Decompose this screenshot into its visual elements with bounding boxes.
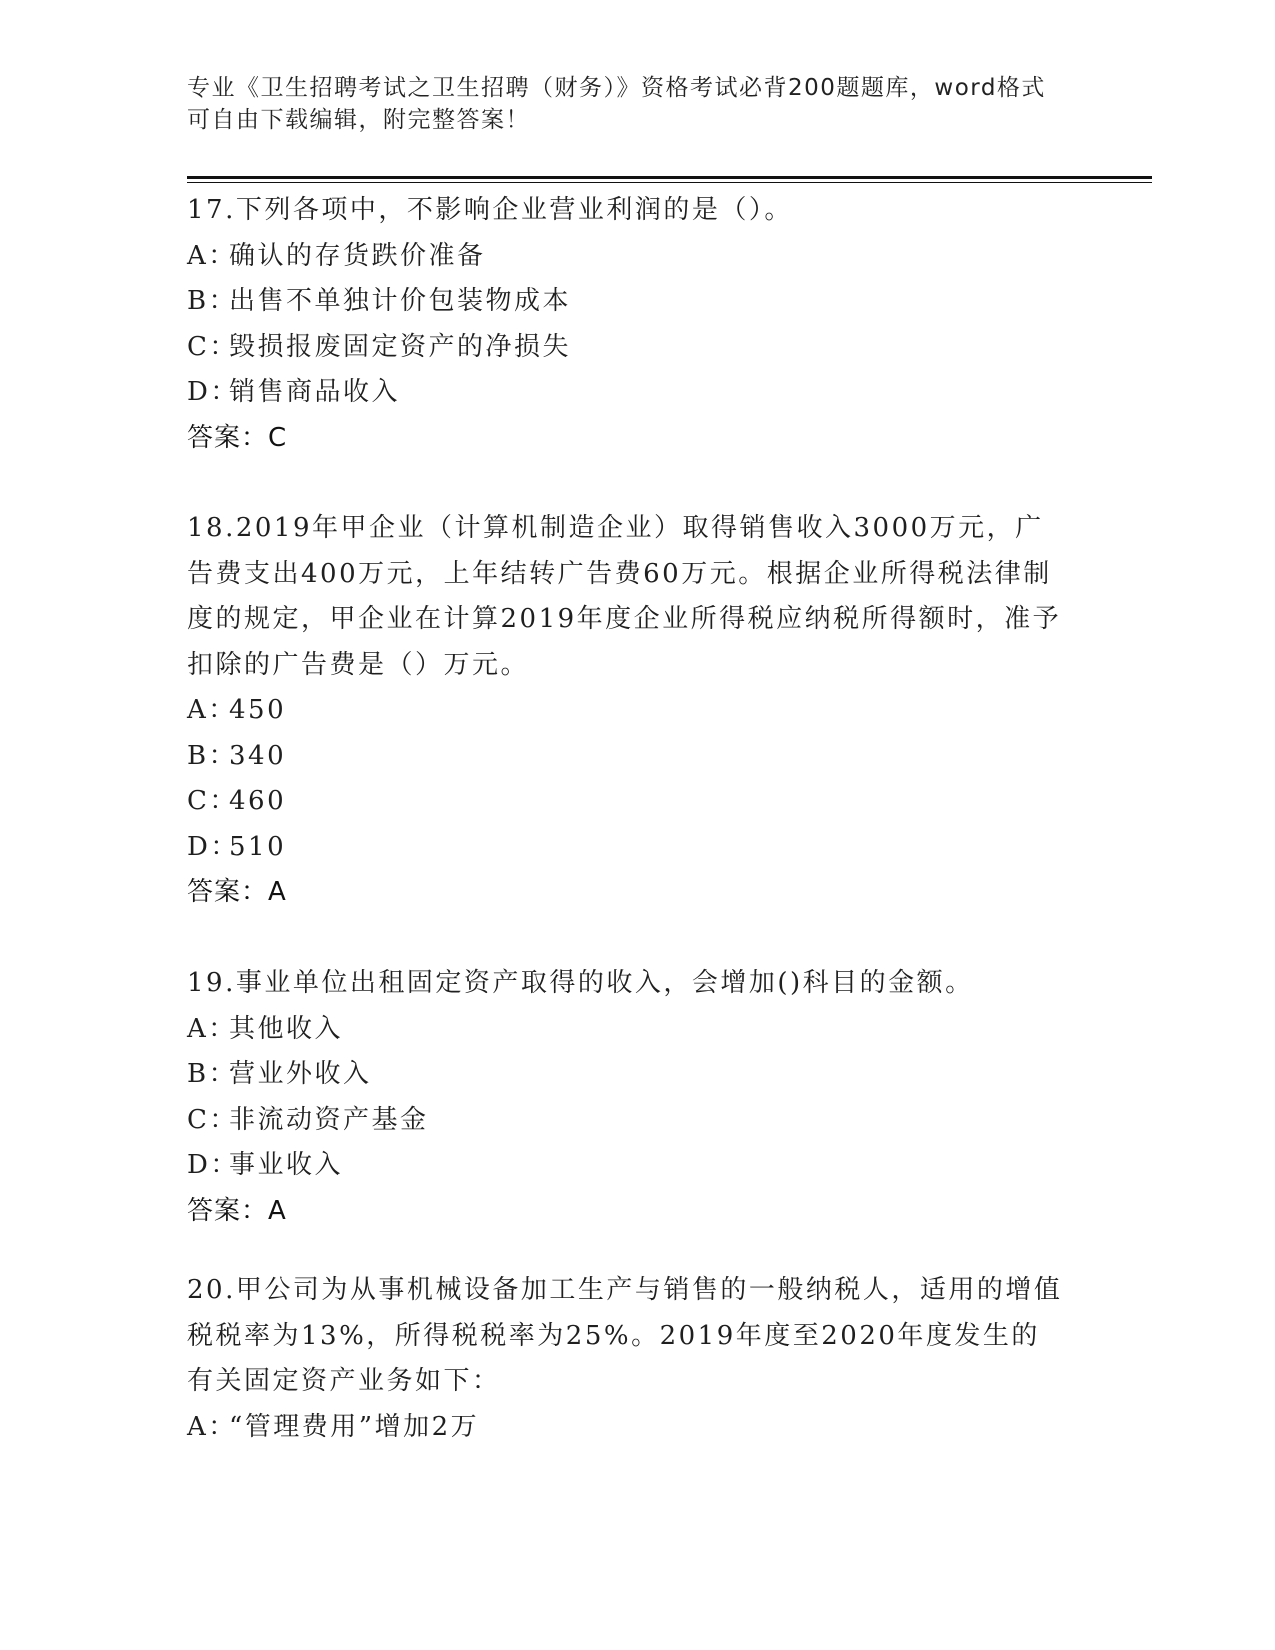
option-text: 确认的存货跌价准备 <box>229 240 486 271</box>
question-18 <box>187 506 1067 916</box>
option-text: 事业收入 <box>229 1150 344 1180</box>
option-key: C： <box>187 786 238 816</box>
question-stem: 18.2019年甲企业（计算机制造企业）取得销售收入3000万元，广告费支出400万元，上年结转广告费60万元。根据企业所得税法律制度的规定，甲企业在计算2019年度企业所得税应纳税所得额时，准予扣除的广告费是（）万元。 <box>187 513 1062 680</box>
option-b <box>187 279 1067 325</box>
option-key: B： <box>187 740 238 771</box>
header-divider-thin <box>187 182 1152 183</box>
option-key: A： <box>187 1411 237 1442</box>
question-stem: 20.甲公司为从事机械设备加工生产与销售的一般纳税人，适用的增值税税率为13%，所得税税率为25%。2019年度至2020年度发生的有关固定资产业务如下： <box>187 1275 1063 1396</box>
question-20 <box>187 1268 1067 1450</box>
option-text: 460 <box>229 786 287 816</box>
option-text: 出售不单独计价包装物成本 <box>229 286 572 316</box>
question-17 <box>187 188 1067 461</box>
question-stem: 19.事业单位出租固定资产取得的收入，会增加()科目的金额。 <box>187 968 974 998</box>
option-text: 340 <box>229 740 287 771</box>
option-text: 510 <box>229 831 287 862</box>
option-d <box>187 825 1067 871</box>
question-19 <box>187 961 1067 1234</box>
option-key: D： <box>187 377 239 407</box>
option-text: 销售商品收入 <box>229 377 401 407</box>
option-text: 营业外收入 <box>229 1059 372 1089</box>
option-key: C： <box>187 1104 238 1135</box>
header-divider-thick <box>187 176 1152 179</box>
option-text: 毁损报废固定资产的净损失 <box>229 331 572 362</box>
option-b <box>187 734 1067 780</box>
answer-line: 答案：C <box>187 422 288 453</box>
option-c <box>187 1098 1067 1144</box>
option-key: D： <box>187 831 239 862</box>
option-key: A： <box>187 695 237 725</box>
option-d <box>187 1143 1067 1189</box>
option-key: B： <box>187 286 238 316</box>
option-c <box>187 779 1067 825</box>
option-a <box>187 234 1067 280</box>
answer-line: 答案：A <box>187 877 287 907</box>
question-stem: 17.下列各项中，不影响企业营业利润的是（）。 <box>187 195 793 225</box>
option-a <box>187 688 1067 734</box>
option-key: D： <box>187 1150 239 1180</box>
option-key: A： <box>187 240 237 271</box>
document-header <box>187 72 1067 136</box>
option-text: 450 <box>229 695 287 725</box>
answer-line: 答案：A <box>187 1195 287 1226</box>
option-a <box>187 1405 1067 1451</box>
option-text: 其他收入 <box>229 1013 344 1044</box>
option-text: 非流动资产基金 <box>229 1104 429 1135</box>
option-key: A： <box>187 1013 237 1044</box>
option-c <box>187 325 1067 371</box>
option-key: B： <box>187 1059 238 1089</box>
header-line-1: 专业《卫生招聘考试之卫生招聘（财务）》资格考试必背200题题库，word格式 <box>187 75 1046 101</box>
option-text: “管理费用”增加2万 <box>229 1411 480 1442</box>
option-b <box>187 1052 1067 1098</box>
option-key: C： <box>187 331 238 362</box>
option-d <box>187 370 1067 416</box>
option-a <box>187 1007 1067 1053</box>
header-line-2: 可自由下载编辑，附完整答案！ <box>187 107 530 133</box>
